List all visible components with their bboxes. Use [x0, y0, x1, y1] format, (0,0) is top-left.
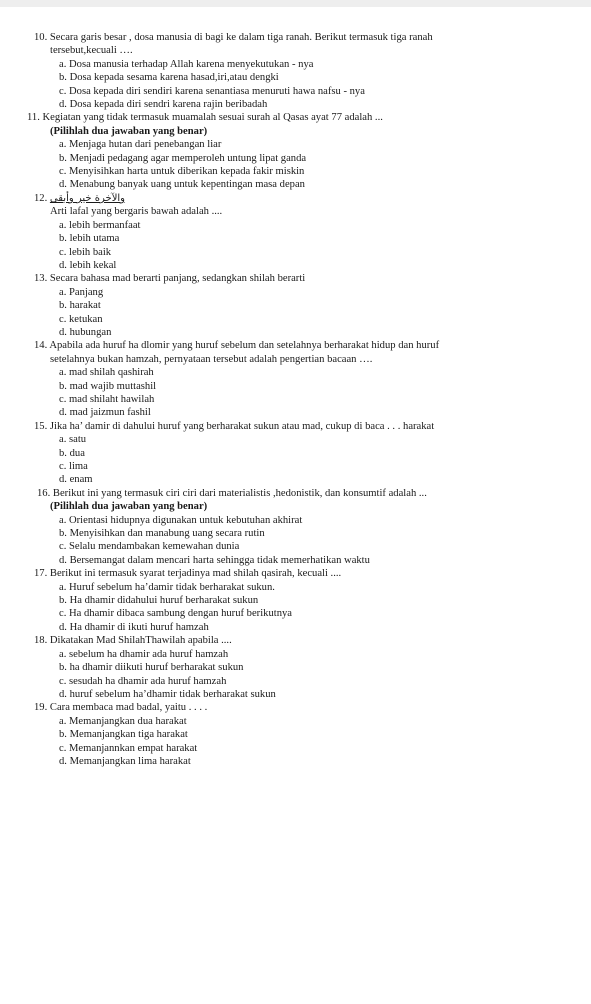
option-d[interactable]: d. Bersemangat dalam mencari harta sehingga tidak memerhatikan waktu — [59, 554, 370, 566]
option-list — [34, 514, 571, 568]
question-text: Arti lafal yang bergaris bawah adalah .... — [50, 206, 223, 218]
option-list — [34, 366, 571, 420]
option-b[interactable]: b. harakat — [59, 300, 101, 312]
question-text: Berikut ini yang termasuk ciri ciri dari materialistis ,hedonistik, dan konsumtif adalah ... — [52, 487, 427, 499]
option-a[interactable]: a. mad shilah qashirah — [59, 367, 154, 379]
option-list — [34, 433, 571, 487]
arabic-verse: والآخرة خير وأبقى — [49, 192, 126, 204]
option-c[interactable]: c. lebih baik — [59, 246, 112, 258]
question-17 — [34, 567, 571, 634]
option-c[interactable]: c. Memanjannkan empat harakat — [59, 742, 198, 754]
question-text: Cara membaca mad badal, yaitu . . . . — [49, 702, 208, 714]
option-d[interactable]: d. hubungan — [59, 326, 112, 338]
option-d[interactable]: d. enam — [59, 474, 93, 486]
option-b[interactable]: b. dua — [59, 447, 85, 459]
question-number: 18. — [34, 635, 48, 647]
option-b[interactable]: b. Memanjangkan tiga harakat — [59, 729, 188, 741]
option-c[interactable]: c. Ha dhamir dibaca sambung dengan huruf berikutnya — [59, 608, 292, 620]
option-c[interactable]: c. Menyisihkan harta untuk diberikan kepada fakir miskin — [59, 166, 305, 178]
option-c[interactable]: c. mad shilaht hawilah — [59, 393, 155, 405]
option-d[interactable]: d. Ha dhamir di ikuti huruf hamzah — [59, 621, 209, 633]
option-d[interactable]: d. Dosa kepada diri sendri karena rajin beribadah — [59, 99, 268, 111]
question-number: 16. — [37, 487, 51, 499]
option-d[interactable]: d. huruf sebelum ha’dhamir tidak berharakat sukun — [59, 688, 276, 700]
option-b[interactable]: b. Dosa kepada sesama karena hasad,iri,atau dengki — [59, 72, 279, 84]
question-text: Secara bahasa mad berarti panjang, sedangkan shilah berarti — [49, 273, 306, 285]
option-a[interactable]: a. satu — [59, 434, 87, 446]
option-a[interactable]: a. Dosa manusia terhadap Allah karena menyekutukan - nya — [59, 58, 314, 70]
option-list — [34, 286, 571, 340]
question-number: 13. — [34, 273, 48, 285]
option-list — [34, 581, 571, 635]
question-text: Berikut ini termasuk syarat terjadinya mad shilah qasirah, kecuali .... — [49, 568, 342, 580]
option-b[interactable]: b. mad wajib muttashil — [59, 380, 157, 392]
top-bar — [0, 0, 591, 7]
option-a[interactable]: a. Panjang — [59, 286, 104, 298]
question-text-continued: setelahnya bukan hamzah, pernyataan tersebut adalah pengertian bacaan …. — [50, 353, 373, 365]
option-list — [34, 58, 571, 112]
question-instruction: (Pilihlah dua jawaban yang benar) — [50, 501, 208, 513]
option-list — [34, 219, 571, 273]
question-number: 19. — [34, 702, 48, 714]
question-number: 12. — [34, 192, 48, 204]
option-a[interactable]: a. sebelum ha dhamir ada huruf hamzah — [59, 648, 229, 660]
option-d[interactable]: d. Memanjangkan lima harakat — [59, 755, 191, 767]
option-d[interactable]: d. Menabung banyak uang untuk kepentingan masa depan — [59, 179, 305, 191]
question-19 — [34, 701, 571, 768]
option-list — [27, 138, 571, 192]
question-document — [0, 7, 591, 768]
question-11 — [27, 111, 571, 191]
option-b[interactable]: b. ha dhamir diikuti huruf berharakat sukun — [59, 662, 244, 674]
question-text: Dikatakan Mad ShilahThawilah apabila .... — [49, 635, 232, 647]
question-12 — [34, 192, 571, 272]
option-c[interactable]: c. Dosa kepada diri sendiri karena senantiasa menuruti hawa nafsu - nya — [59, 85, 365, 97]
option-a[interactable]: a. Menjaga hutan dari penebangan liar — [59, 139, 222, 151]
option-c[interactable]: c. ketukan — [59, 313, 103, 325]
option-d[interactable]: d. lebih kekal — [59, 259, 117, 271]
option-a[interactable]: a. lebih bermanfaat — [59, 219, 141, 231]
question-13 — [34, 272, 571, 339]
option-c[interactable]: c. lima — [59, 461, 88, 472]
question-16 — [37, 487, 571, 567]
question-number: 17. — [34, 568, 48, 580]
question-number: 10. — [34, 32, 48, 43]
option-d[interactable]: d. mad jaizmun fashil — [59, 407, 151, 419]
question-18 — [34, 634, 571, 701]
option-b[interactable]: b. Menjadi pedagang agar memperoleh untung lipat ganda — [59, 152, 307, 164]
question-10 — [34, 31, 571, 111]
option-a[interactable]: a. Memanjangkan dua harakat — [59, 715, 187, 727]
question-text: Jika ha’ damir di dahului huruf yang berharakat sukun atau mad, cukup di baca . . . harakat — [49, 420, 435, 432]
option-a[interactable]: a. Orientasi hidupnya digunakan untuk kebutuhan akhirat — [59, 514, 303, 526]
option-list — [34, 648, 571, 702]
question-text: Apabila ada huruf ha dlomir yang huruf sebelum dan setelahnya berharakat hidup dan huruf — [49, 340, 440, 352]
question-number: 11. — [27, 112, 40, 124]
question-14 — [34, 339, 571, 419]
question-number: 15. — [34, 420, 48, 432]
question-15 — [34, 420, 571, 487]
option-b[interactable]: b. Ha dhamir didahului huruf berharakat sukun — [59, 595, 259, 607]
question-text-continued: tersebut,kecuali …. — [50, 45, 133, 57]
option-b[interactable]: b. Menyisihkan dan manabung uang secara rutin — [59, 528, 265, 540]
option-a[interactable]: a. Huruf sebelum ha’damir tidak berharakat sukun. — [59, 581, 275, 593]
question-text: Kegiatan yang tidak termasuk muamalah sesuai surah al Qasas ayat 77 adalah ... — [42, 112, 383, 124]
question-number: 14. — [34, 340, 48, 352]
option-b[interactable]: b. lebih utama — [59, 233, 120, 245]
option-c[interactable]: c. Selalu mendambakan kemewahan dunia — [59, 541, 240, 553]
option-c[interactable]: c. sesudah ha dhamir ada huruf hamzah — [59, 675, 227, 687]
question-text: Secara garis besar , dosa manusia di bagi ke dalam tiga ranah. Berikut termasuk tiga ranah — [49, 32, 433, 43]
option-list — [34, 715, 571, 769]
question-instruction: (Pilihlah dua jawaban yang benar) — [50, 125, 208, 137]
